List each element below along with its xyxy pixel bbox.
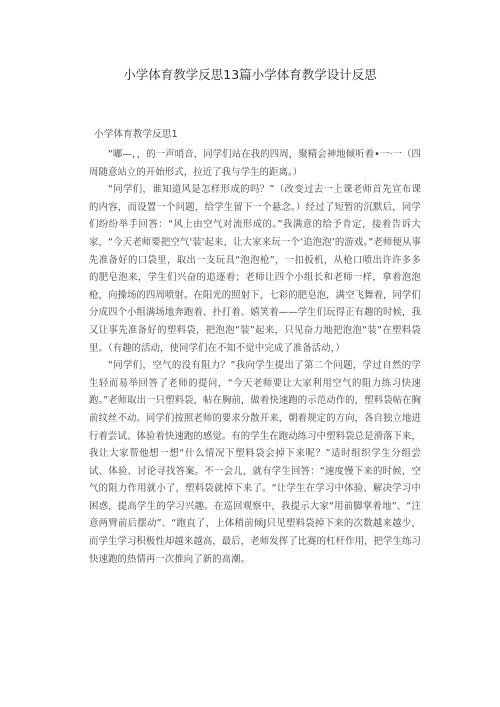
body-paragraph: “同学们，空气的没有阻力？”我向学生提出了第二个问题，学过自然的学生轻而易举回答了老师的提问，“今天老师要让大家利用空气的阻力练习快速跑。”老师取出一只塑料袋，帖在胸前，做着快速跑的示范动作的，塑料袋帖在胸前纹丝不动。同学们按照老师的要求分散开来，朝着规定的方向，各自独立地进行着尝试、体验着快速跑的感觉。有的学生在跑动练习中塑料袋总是滑落下来，我让大家帮他想一想“什么情况下塑料袋会掉下来呢？”适时组织学生分组尝试、体验、讨论寻找答案。不一会儿，就有学生回答：“速度慢下来的时候，空气的阻力作用就小了，塑料袋就掉下来了。“让学生在学习中体验、解决学习中困惑，提高学生的学习兴趣。在巡回观察中，我提示大家“用前脚掌着地”、“注意两臂前后摆动”、“跑直了，上体稍前倾J只见塑料袋掉下来的次数越来越少，而学生学习积极性却越来越高，最后，老师发挥了比赛的杠杆作用，把学生练习快速跑的热情再一次推向了新的高潮。 [89,360,421,565]
section-heading: 小学体育教学反思1 [94,129,178,140]
body-paragraph: “嘟—，，的一声哨音，同学们站在我的四周，聚精会神地倾听着•一·一（四周随意站立的开始形式，拉近了我与学生的距离。） [89,149,421,178]
body-paragraph: “同学们，谁知道风是怎样形成的吗？”（改变过去一上课老师首先宣布课的内容，而设置一个问题，给学生留下一个悬念。）经过了短暂的沉默后，同学们纷纷举手回答：“风上由空气对流形成的。”我满意的给予肯定，接着告诉大家，“今天老师要把空气'装'起来，让大家来玩一个‘追泡泡’的游戏。”老师便从事先准备好的口袋里，取出一支玩具“泡泡枪”，一扣扳机，从枪口喷出许许多多的肥皂泡来，学生们兴奋的追逐着；老师让四个小组长和老师一样，拿着泡泡枪，向操场的四周喷射。在阳光的照射下，七彩的肥皂泡，满空飞舞着，同学们分成四个小组满场地奔跑着、扑打着、嬉笑着——学生们玩得正有趣的时候，我又让事先准备好的塑料袋，把泡泡“装”起来，只见奋力地把泡泡“装”在塑料袋里。（有趣的活动，使同学们在不知不觉中完成了准备活动，） [89,184,421,354]
document-body [89,126,421,568]
document-title: 小学体育教学反思13篇小学体育教学设计反思 [123,67,377,82]
